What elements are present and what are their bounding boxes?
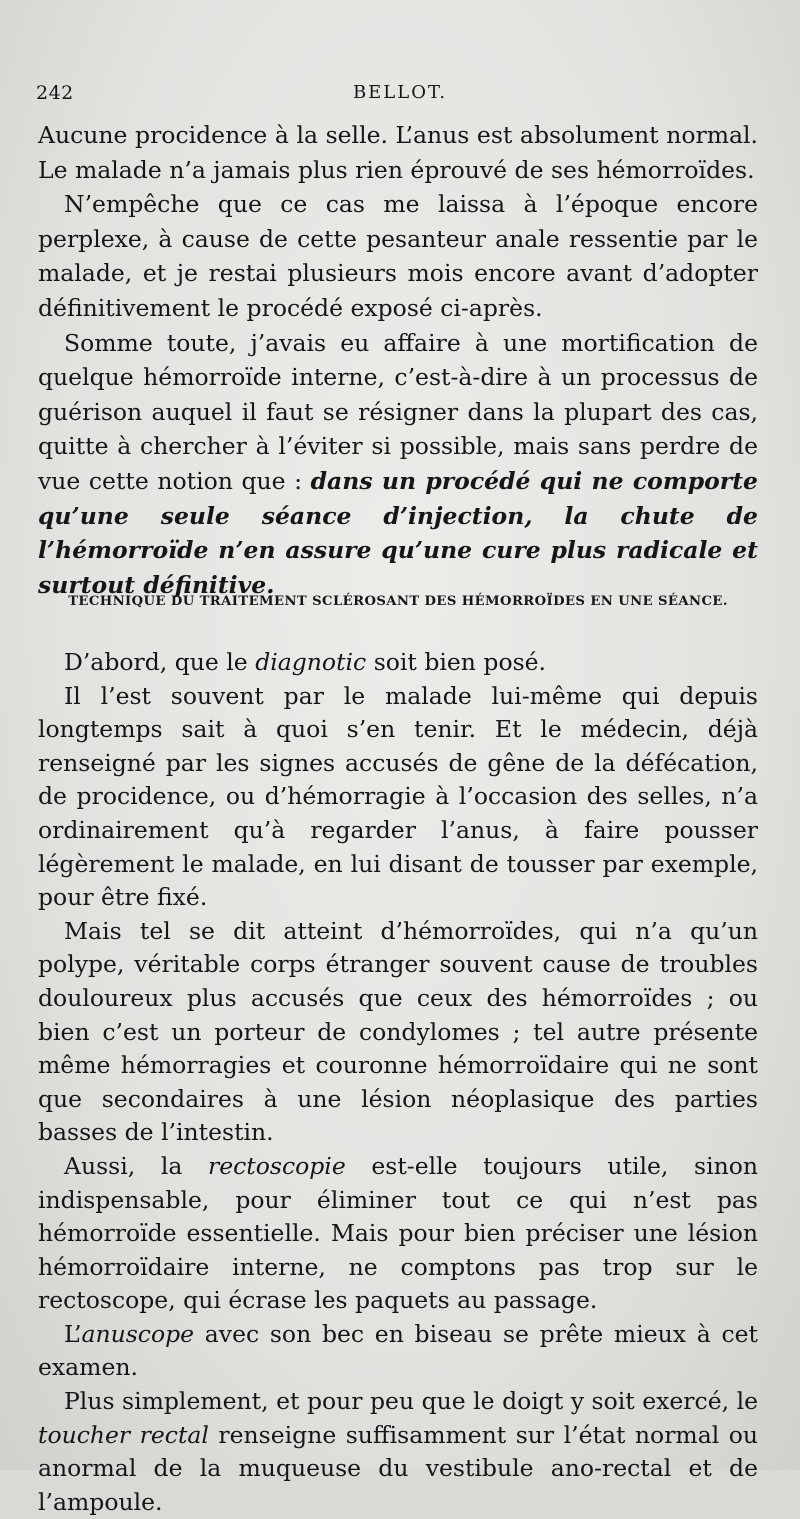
paragraph (38, 1150, 758, 1318)
page-number: 242 (36, 82, 74, 104)
running-head (36, 82, 764, 108)
body-text-bottom (38, 646, 758, 1519)
text-run: Plus simplement, et pour peu que le doigt y soit exercé, le (64, 1387, 758, 1416)
text-run: Aucune procidence à la selle. L’anus est absolument normal. Le malade n’a jamais plus rien éprouvé de ses hémorroïdes. (38, 121, 758, 184)
text-run: est-elle toujours utile, sinon indispensable, pour éliminer tout ce qui n’est pas hémorroïde essentielle. Mais pour bien préciser une lésion hémorroïdaire interne, ne comptons pas trop sur le rectoscope, qui écrase les paquets au passage. (38, 1151, 758, 1315)
text-run: Il l’est souvent par le malade lui-même qui depuis longtemps sait à quoi s’en tenir. Et le médecin, déjà renseigné par les signes accusés de gêne de la défécation, de procidence, ou d’hémorragie à l’occasion des selles, n’a ordinairement qu’à regarder l’anus, à faire pousser légèrement le malade, en lui disant de tousser par exemple, pour être fixé. (38, 681, 758, 912)
text-run: Aussi, la (64, 1151, 208, 1180)
paragraph (38, 1318, 758, 1385)
emphasized-text: anuscope (81, 1319, 195, 1348)
paragraph (38, 1385, 758, 1519)
text-run: avec son bec en biseau se prête mieux à cet examen. (38, 1319, 758, 1382)
paragraph (38, 646, 758, 680)
paragraph (38, 680, 758, 915)
paragraph (38, 118, 758, 187)
text-run: Mais tel se dit atteint d’hémorroïdes, qui n’a qu’un polype, véritable corps étranger souvent cause de troubles douloureux plus accusés que ceux des hémorroïdes ; ou bien c’est un porteur de condylomes ; tel autre présente même hémorragies et couronne hémorroïdaire qui ne sont que secondaires à une lésion néoplasique des parties basses de l’intestin. (38, 916, 758, 1147)
text-run: Somme toute, j’avais eu affaire à une mortification de quelque hémorroïde interne, c’est-à-dire à un processus de guérison auquel il faut se résigner dans la plupart des cas, quitte à chercher à l’éviter si possible, mais sans perdre de vue cette notion que : (38, 328, 758, 495)
paragraph (38, 326, 758, 603)
emphasized-text: rectoscopie (208, 1151, 346, 1180)
text-run: D’abord, que le (64, 648, 256, 676)
paragraph (38, 187, 758, 325)
text-run: L’ (64, 1319, 82, 1348)
text-run: renseigne suffisamment sur l’état normal ou anormal de la muqueuse du vestibule ano-rectal et de l’ampoule. (38, 1420, 758, 1516)
text-run: soit bien posé. (366, 648, 547, 676)
emphasized-text: dans un procédé qui ne comporte qu’une seule séance d’injection, la chute de l’hémorroïde n’en assure qu’une cure plus radicale et surtout définitive. (38, 466, 758, 599)
text-run: N’empêche que ce cas me laissa à l’époque encore perplexe, à cause de cette pesanteur anale ressentie par le malade, et je restai plusieurs mois encore avant d’adopter définitivement le procédé exposé ci-après. (38, 190, 758, 322)
running-title: BELLOT. (352, 82, 448, 103)
body-text-top (38, 118, 758, 602)
section-title: TECHNIQUE DU TRAITEMENT SCLÉROSANT DES HÉMORROÏDES EN UNE SÉANCE. (68, 594, 728, 609)
emphasized-text: diagnotic (255, 648, 367, 676)
paragraph (38, 915, 758, 1150)
emphasized-text: toucher rectal (38, 1420, 209, 1449)
